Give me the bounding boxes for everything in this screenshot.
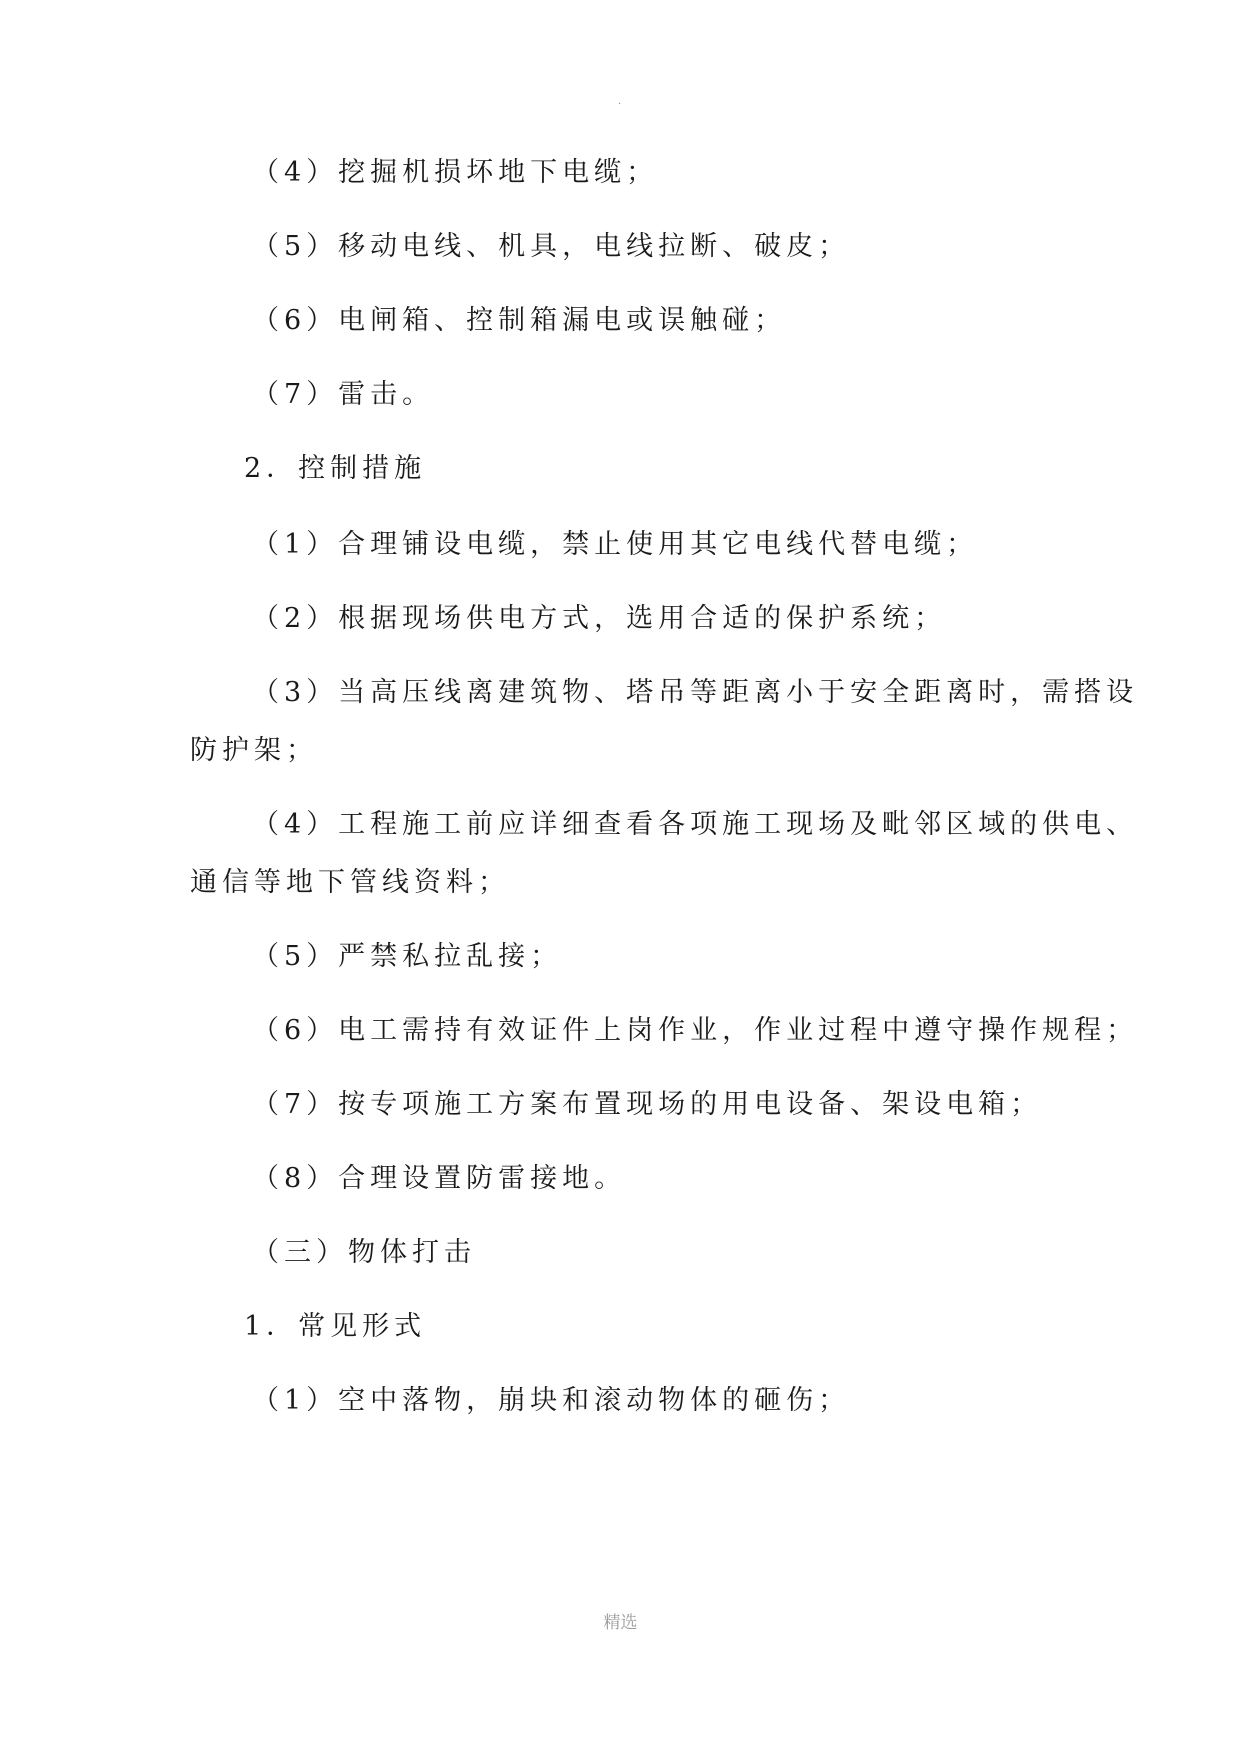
text-line: （8）合理设置防雷接地。 (252, 1163, 627, 1194)
text-line: 防护架； (190, 735, 318, 766)
text-line: （1）合理铺设电缆，禁止使用其它电线代替电缆； (252, 529, 979, 560)
text-line: （6）电闸箱、控制箱漏电或误触碰； (252, 305, 787, 336)
header-mark: . (618, 96, 622, 107)
text-line: （7）雷击。 (252, 379, 435, 410)
text-line: （3）当高压线离建筑物、塔吊等距离小于安全距离时，需搭设 (252, 677, 1139, 708)
text-line: （4）挖掘机损坏地下电缆； (252, 157, 659, 188)
section-heading: 1．常见形式 (244, 1311, 427, 1342)
text-line: （1）空中落物，崩块和滚动物体的砸伤； (252, 1385, 851, 1416)
text-line: 通信等地下管线资料； (190, 867, 510, 898)
text-line: （2）根据现场供电方式，选用合适的保护系统； (252, 603, 947, 634)
text-line: （4）工程施工前应详细查看各项施工现场及毗邻区域的供电、 (252, 809, 1139, 840)
section-heading: （三）物体打击 (252, 1237, 476, 1268)
text-line: （7）按专项施工方案布置现场的用电设备、架设电箱； (252, 1089, 1043, 1120)
text-line: （5）严禁私拉乱接； (252, 941, 563, 972)
section-heading: 2．控制措施 (244, 453, 427, 484)
footer-label: 精选 (603, 1613, 638, 1633)
text-line: （5）移动电线、机具，电线拉断、破皮； (252, 231, 851, 262)
text-line: （6）电工需持有效证件上岗作业，作业过程中遵守操作规程； (252, 1015, 1139, 1046)
